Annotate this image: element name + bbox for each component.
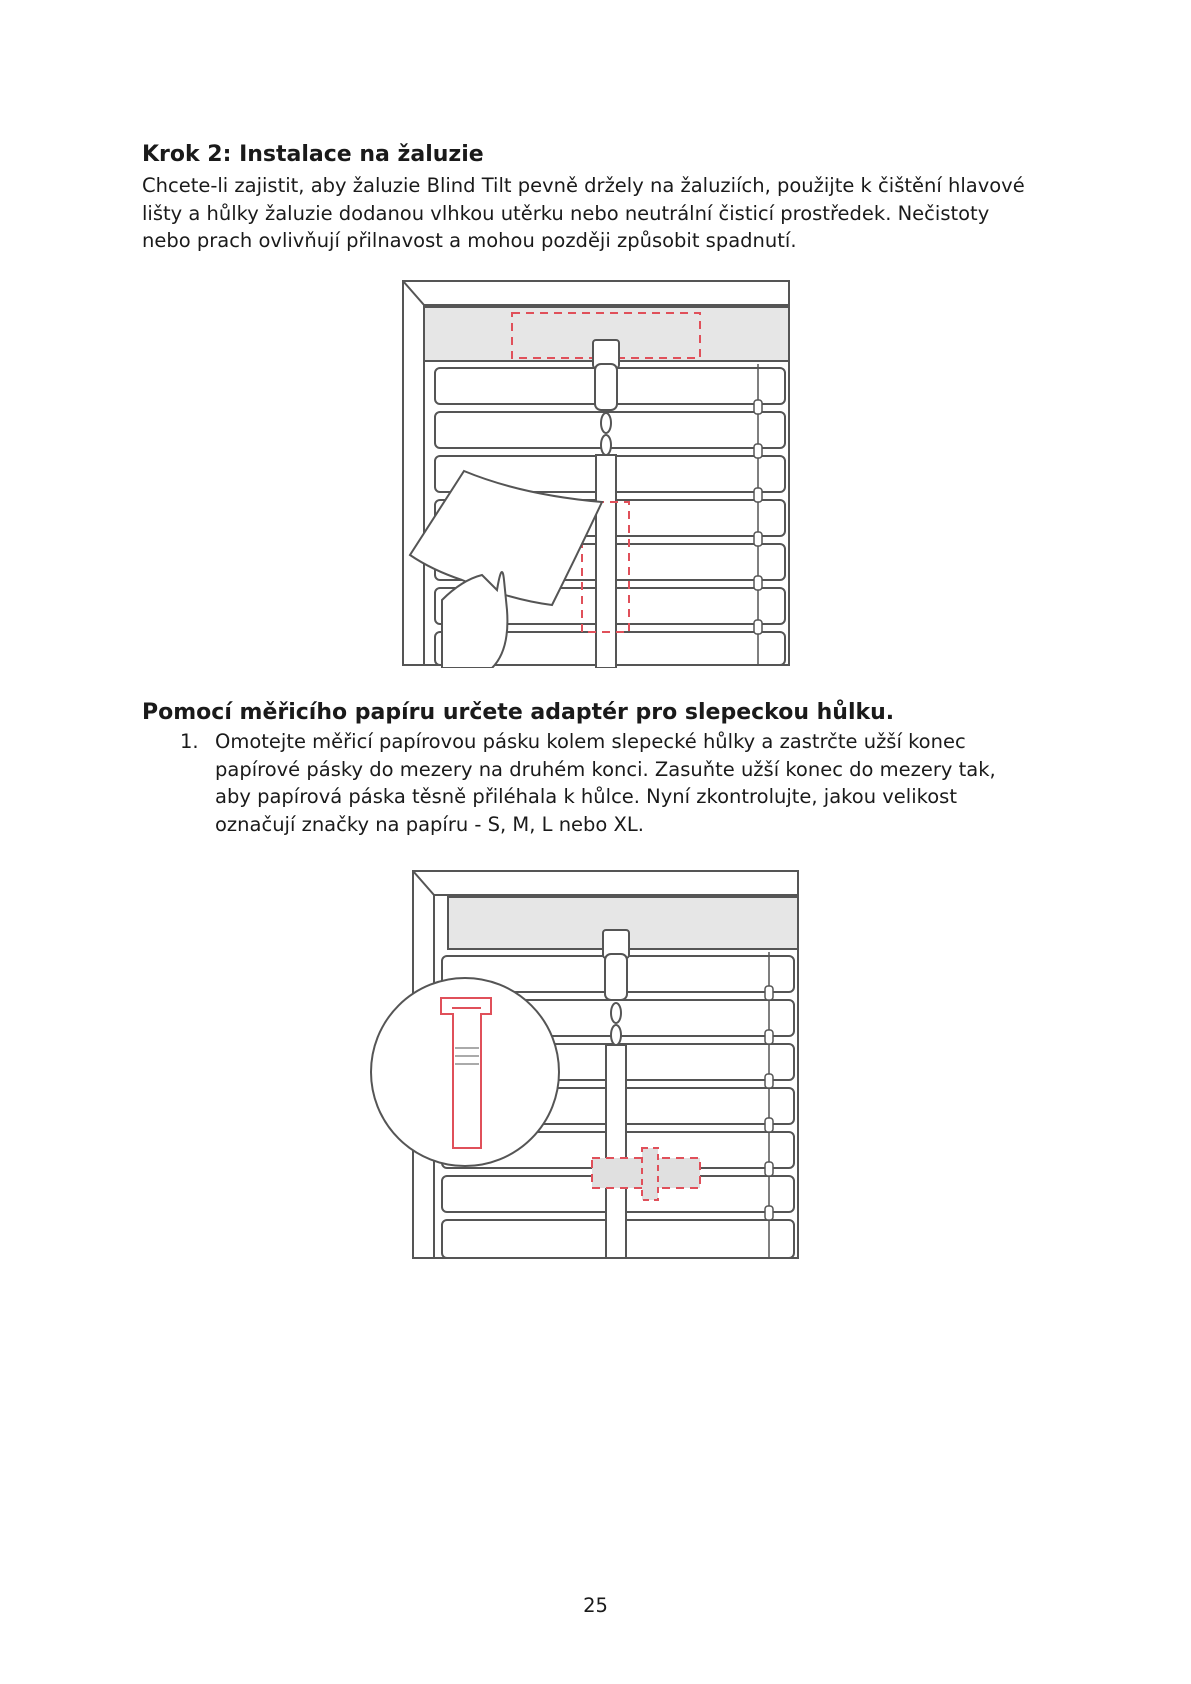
paragraph-line: Chcete-li zajistit, aby žaluzie Blind Tilt pevně držely na žaluziích, použijte k čištění hlavové	[142, 174, 1025, 197]
section-paragraph-install	[142, 172, 1062, 255]
list-item-line: aby papírová páska těsně přiléhala k hůlce. Nyní zkontrolujte, jakou velikost	[215, 785, 957, 808]
page-number: 25	[583, 1594, 608, 1617]
list-item-line: označují značky na papíru - S, M, L nebo XL.	[215, 812, 644, 836]
instruction-list	[142, 728, 1042, 838]
list-item	[142, 728, 1042, 838]
paragraph-line: nebo prach ovlivňují přilnavost a mohou později způsobit spadnutí.	[142, 229, 797, 252]
list-item-number: 1.	[180, 730, 199, 753]
measuring-paper-illustration	[368, 868, 800, 1260]
list-item-line: Omotejte měřicí papírovou pásku kolem slepecké hůlky a zastrčte užší konec	[215, 730, 966, 753]
list-item-line: papírové pásky do mezery na druhém konci. Zasuňte užší konec do mezery tak,	[215, 757, 996, 781]
section-heading-measure: Pomocí měřicího papíru určete adaptér pro slepeckou hůlku.	[142, 700, 895, 725]
paragraph-line: lišty a hůlky žaluzie dodanou vlhkou utěrku nebo neutrální čisticí prostředek. Nečistoty	[142, 201, 990, 225]
section-heading-install: Krok 2: Instalace na žaluzie	[142, 142, 484, 167]
blind-cleaning-illustration	[402, 280, 792, 668]
